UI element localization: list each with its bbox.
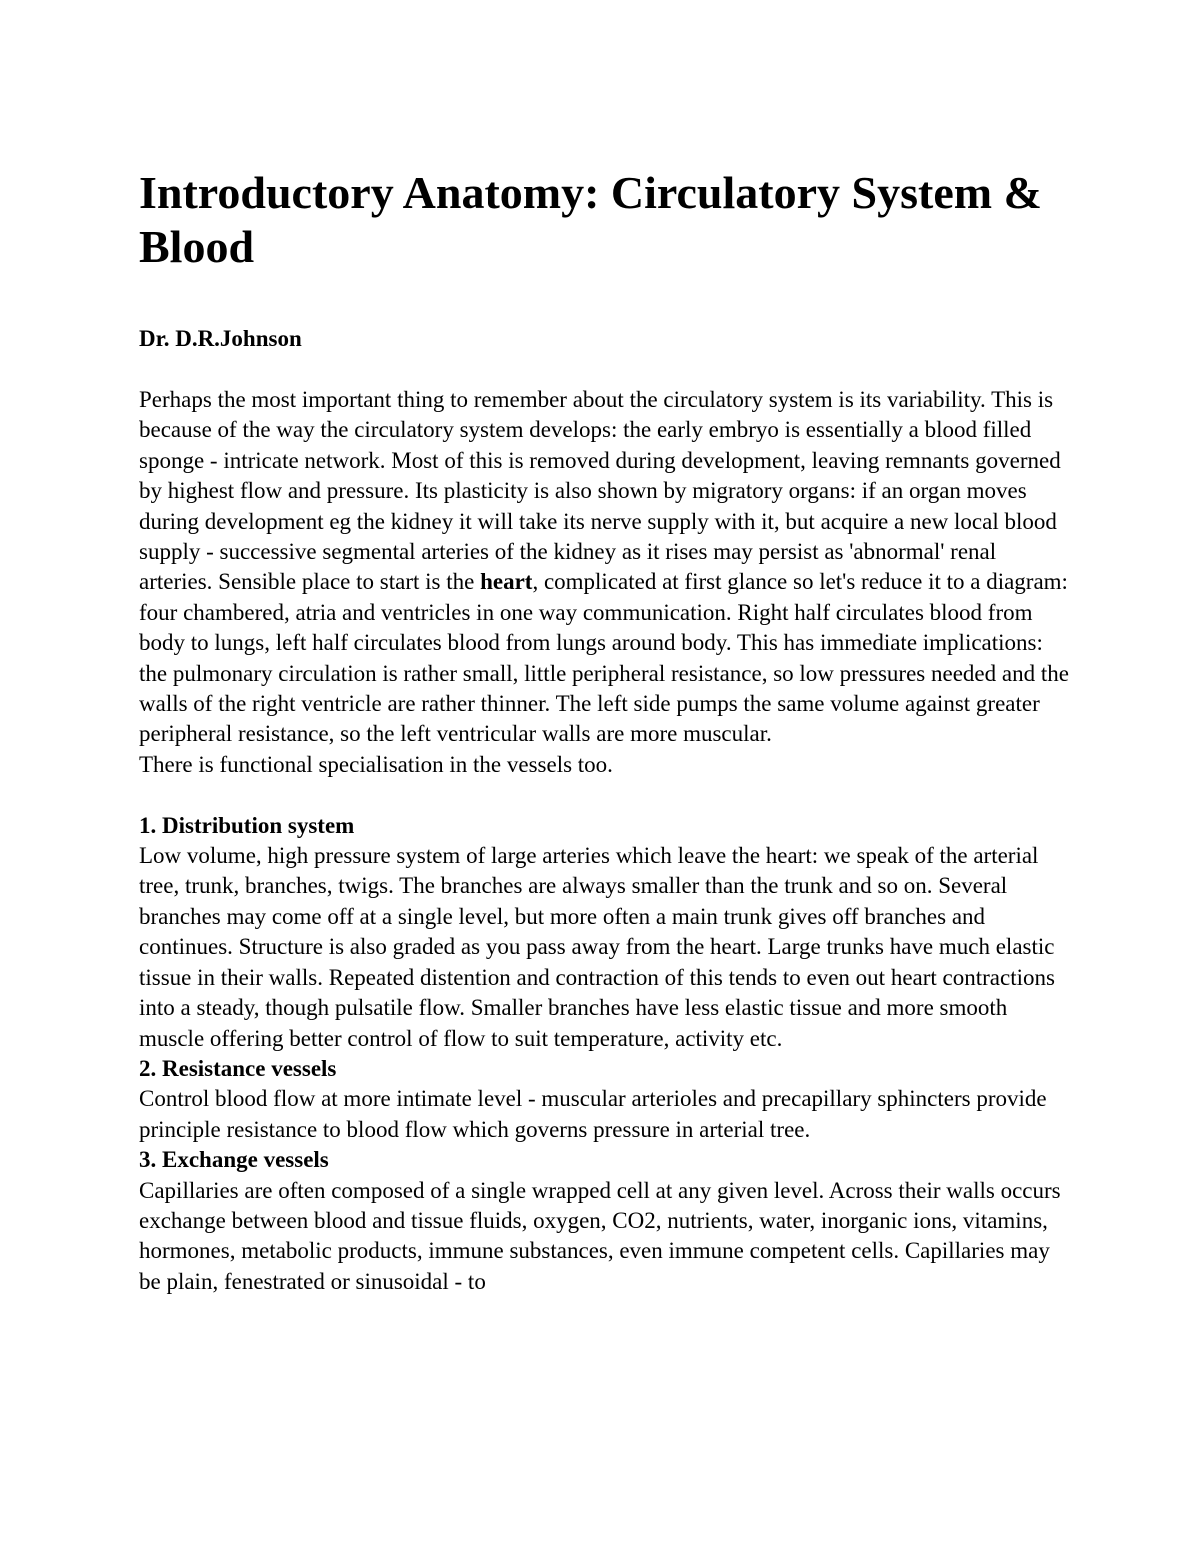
- section-resistance: [139, 1054, 1069, 1145]
- section-distribution: [139, 811, 1069, 1054]
- specialisation-line: There is functional specialisation in the vessels too.: [139, 751, 613, 777]
- intro-text-end: , complicated at first glance so let's reduce it to a diagram: four chambered, atria and ventricles in one way communication. Right half circulates blood from body to lungs, left half circulates blood from lungs around body. This has immediate implications: the pulmonary circulation is rather small, little peripheral resistance, so low pressures needed and the walls of the right ventricle are rather thinner. The left side pumps the same volume against greater peripheral resistance, so the left ventricular walls are more muscular.: [139, 569, 1069, 747]
- intro-text-start: Perhaps the most important thing to remember about the circulatory system is its variability. This is because of the way the circulatory system develops: the early embryo is essentially a blood filled sponge - intricate network. Most of this is removed during development, leaving remnants governed by highest flow and pressure. Its plasticity is also shown by migratory organs: if an organ moves during development eg the kidney it will take its nerve supply with it, but acquire a new local blood supply - successive segmental arteries of the kidney as it rises may persist as 'abnormal' renal arteries. Sensible place to start is the: [139, 387, 1061, 595]
- section-heading: 1. Distribution system: [139, 812, 355, 838]
- page-title: Introductory Anatomy: Circulatory System & Blood: [139, 167, 1042, 272]
- intro-paragraph: [139, 385, 1069, 750]
- section-heading: 3. Exchange vessels: [139, 1147, 329, 1173]
- section-heading: 2. Resistance vessels: [139, 1055, 337, 1081]
- section-text: Low volume, high pressure system of large arteries which leave the heart: we speak of the arterial tree, trunk, branches, twigs. The branches are always smaller than the trunk and so on. Several branches may come off at a single level, but more often a main trunk gives off branches and continues. Structure is also graded as you pass away from the heart. Large trunks have much elastic tissue in their walls. Repeated distention and contraction of this tends to even out heart contractions into a steady, though pulsatile flow. Smaller branches have less elastic tissue and more smooth muscle offering better control of flow to suit temperature, activity etc.: [139, 843, 1055, 1051]
- section-text: Capillaries are often composed of a single wrapped cell at any given level. Across their walls occurs exchange between blood and tissue fluids, oxygen, CO2, nutrients, water, inorganic ions, vitamins, hormones, metabolic products, immune substances, even immune competent cells. Capillaries may be plain, fenestrated or sinusoidal - to: [139, 1177, 1061, 1294]
- paragraph-spacer: [139, 780, 1069, 810]
- section-text: Control blood flow at more intimate level - muscular arterioles and precapillary sphincters provide principle resistance to blood flow which governs pressure in arterial tree.: [139, 1086, 1047, 1142]
- document-page: [139, 166, 1069, 1297]
- author-line: Dr. D.R.Johnson: [139, 326, 302, 351]
- intro-bold-term: heart: [480, 569, 533, 595]
- section-exchange: [139, 1145, 1069, 1297]
